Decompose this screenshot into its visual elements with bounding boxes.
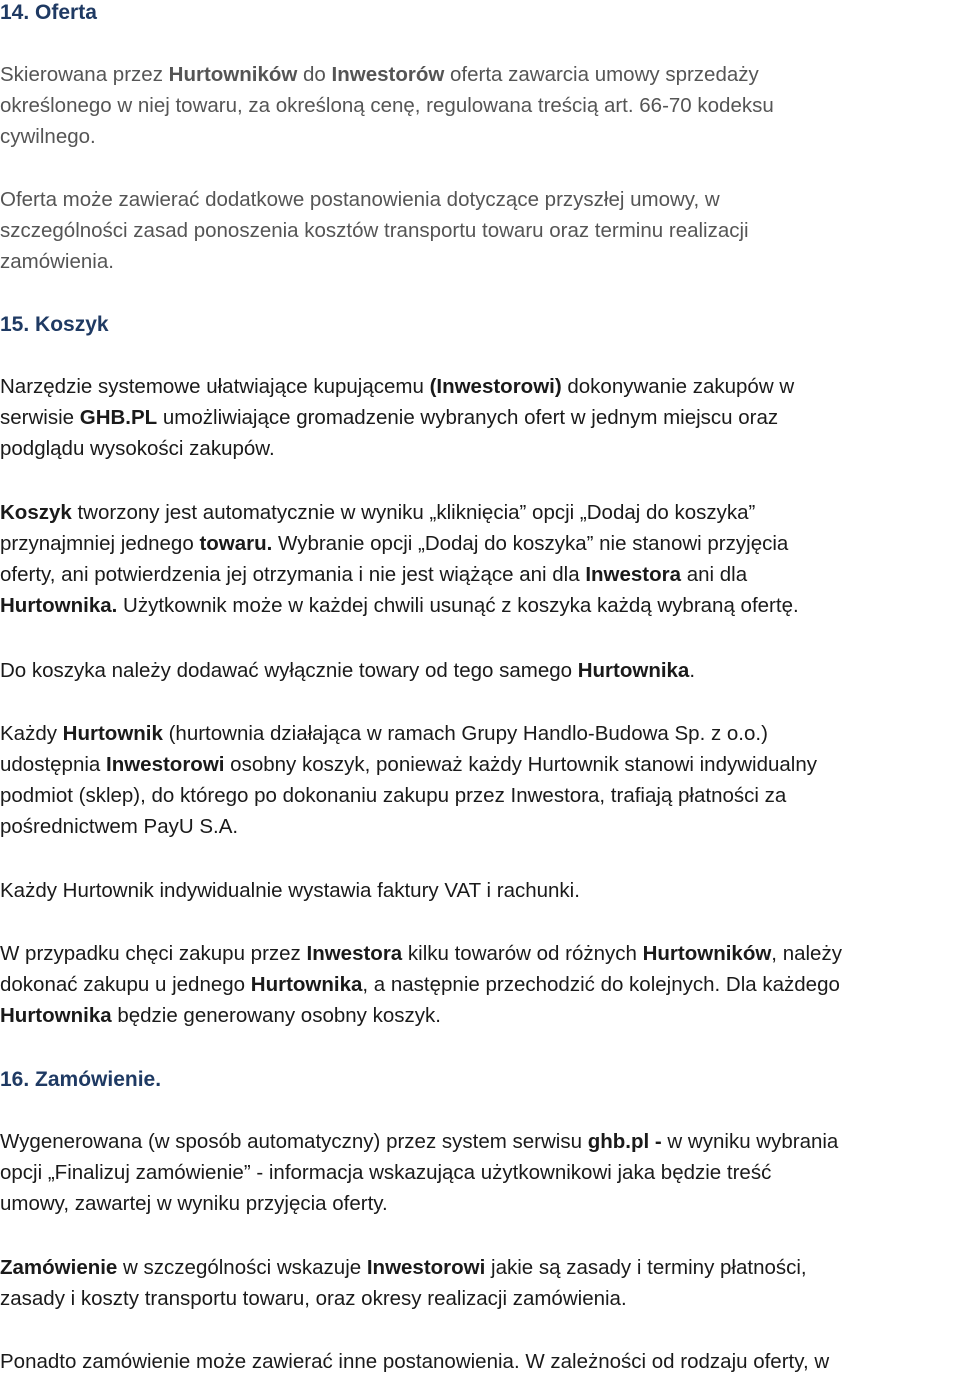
text-line: Do koszyka należy dodawać wyłącznie towary od tego samego Hurtownika. — [0, 659, 696, 682]
text-line: Oferta może zawierać dodatkowe postanowienia dotyczące przyszłej umowy, w — [0, 188, 720, 211]
text-line: cywilnego. — [0, 125, 96, 148]
text-line: określonego w niej towaru, za określoną cenę, regulowana treścią art. 66-70 kodeksu — [0, 94, 774, 117]
paragraph — [0, 1252, 960, 1314]
paragraph — [0, 1346, 960, 1376]
paragraph — [0, 497, 960, 621]
text-line: zamówienia. — [0, 250, 114, 273]
text-line: opcji „Finalizuj zamówienie” - informacja wskazująca użytkownikowi jaka będzie treść — [0, 1161, 772, 1184]
paragraph — [0, 1126, 960, 1219]
text-line: W przypadku chęci zakupu przez Inwestora kilku towarów od różnych Hurtowników, należy — [0, 942, 842, 965]
text-line: przynajmniej jednego towaru. Wybranie opcji „Dodaj do koszyka” nie stanowi przyjęcia — [0, 532, 789, 555]
text-line: oferty, ani potwierdzenia jej otrzymania i nie jest wiążące ani dla Inwestora ani dla — [0, 563, 748, 586]
paragraph — [0, 184, 960, 277]
text-line: Każdy Hurtownik (hurtownia działająca w ramach Grupy Handlo-Budowa Sp. z o.o.) — [0, 722, 768, 745]
text-line: podglądu wysokości zakupów. — [0, 437, 275, 460]
text-line: pośrednictwem PayU S.A. — [0, 815, 239, 838]
text-line: udostępnia Inwestorowi osobny koszyk, ponieważ każdy Hurtownik stanowi indywidualny — [0, 753, 817, 776]
text-line: dokonać zakupu u jednego Hurtownika, a następnie przechodzić do kolejnych. Dla każdego — [0, 973, 840, 996]
paragraph — [0, 938, 960, 1031]
text-line: Koszyk tworzony jest automatycznie w wyniku „kliknięcia” opcji „Dodaj do koszyka” — [0, 501, 756, 524]
paragraph — [0, 371, 960, 464]
section-heading-16: 16. Zamówienie. — [0, 1068, 162, 1091]
section-heading-14: 14. Oferta — [0, 1, 97, 24]
text-line: Każdy Hurtownik indywidualnie wystawia faktury VAT i rachunki. — [0, 879, 580, 902]
paragraph — [0, 655, 960, 686]
text-line: zasady i koszty transportu towaru, oraz okresy realizacji zamówienia. — [0, 1287, 627, 1310]
paragraph — [0, 59, 960, 152]
text-line: Zamówienie w szczególności wskazuje Inwestorowi jakie są zasady i terminy płatności, — [0, 1256, 807, 1279]
text-line: Ponadto zamówienie może zawierać inne postanowienia. W zależności od rodzaju oferty, w — [0, 1350, 830, 1373]
text-line: serwisie GHB.PL umożliwiające gromadzenie wybranych ofert w jednym miejscu oraz — [0, 406, 779, 429]
text-line: podmiot (sklep), do którego po dokonaniu zakupu przez Inwestora, trafiają płatności za — [0, 784, 787, 807]
text-line: umowy, zawartej w wyniku przyjęcia oferty. — [0, 1192, 388, 1215]
text-line: Narzędzie systemowe ułatwiające kupującemu (Inwestorowi) dokonywanie zakupów w — [0, 375, 795, 398]
paragraph — [0, 718, 960, 842]
paragraph — [0, 875, 960, 906]
text-line: Skierowana przez Hurtowników do Inwestorów oferta zawarcia umowy sprzedaży — [0, 63, 759, 86]
text-line: szczególności zasad ponoszenia kosztów transportu towaru oraz terminu realizacji — [0, 219, 749, 242]
section-heading-15: 15. Koszyk — [0, 313, 109, 336]
text-line: Wygenerowana (w sposób automatyczny) przez system serwisu ghb.pl - w wyniku wybrania — [0, 1130, 839, 1153]
text-line: Hurtownika. Użytkownik może w każdej chwili usunąć z koszyka każdą wybraną ofertę. — [0, 594, 799, 617]
text-line: Hurtownika będzie generowany osobny koszyk. — [0, 1004, 441, 1027]
